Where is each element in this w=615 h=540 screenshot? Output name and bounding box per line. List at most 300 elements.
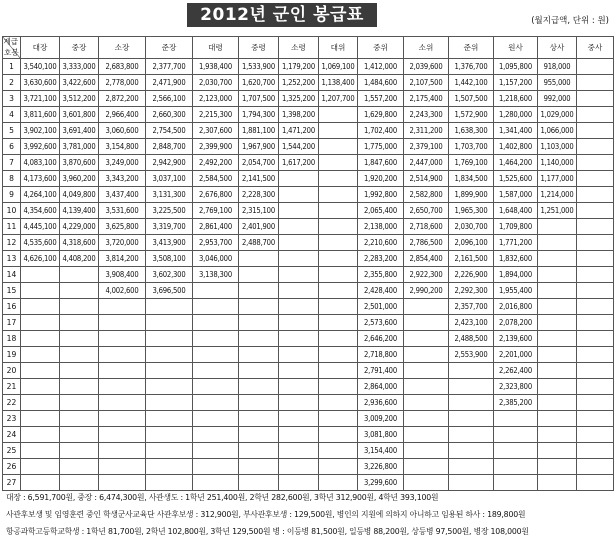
salary-cell: 1,899,900: [449, 187, 494, 203]
salary-cell: 2,514,900: [404, 171, 449, 187]
salary-cell: [60, 283, 99, 299]
salary-cell: 3,720,000: [99, 235, 146, 251]
salary-cell: [319, 203, 358, 219]
salary-cell: 2,262,400: [494, 363, 538, 379]
salary-cell: [99, 331, 146, 347]
salary-cell: 1,066,000: [538, 123, 577, 139]
salary-cell: [404, 299, 449, 315]
step-cell: 1: [3, 59, 21, 75]
table-row: [3, 459, 614, 475]
salary-cell: [239, 379, 279, 395]
salary-cell: [99, 315, 146, 331]
table-row: [3, 379, 614, 395]
salary-cell: 2,990,200: [404, 283, 449, 299]
salary-cell: 3,046,000: [193, 251, 239, 267]
salary-cell: [538, 427, 577, 443]
salary-cell: 2,584,500: [193, 171, 239, 187]
salary-cell: 2,953,700: [193, 235, 239, 251]
salary-cell: 1,881,100: [239, 123, 279, 139]
salary-cell: [279, 171, 319, 187]
salary-cell: 4,626,100: [21, 251, 60, 267]
salary-cell: 3,601,800: [60, 107, 99, 123]
salary-cell: 1,251,000: [538, 203, 577, 219]
step-cell: 9: [3, 187, 21, 203]
salary-cell: 3,908,400: [99, 267, 146, 283]
salary-cell: 3,508,100: [146, 251, 193, 267]
salary-cell: 2,323,800: [494, 379, 538, 395]
salary-cell: [404, 443, 449, 459]
salary-cell: [21, 363, 60, 379]
salary-cell: 2,030,700: [449, 219, 494, 235]
salary-cell: 3,625,800: [99, 219, 146, 235]
salary-cell: 2,243,300: [404, 107, 449, 123]
salary-cell: 1,069,100: [319, 59, 358, 75]
salary-cell: [193, 283, 239, 299]
salary-cell: [538, 267, 577, 283]
salary-cell: [239, 363, 279, 379]
salary-cell: 2,861,400: [193, 219, 239, 235]
salary-cell: [404, 363, 449, 379]
salary-cell: 1,029,000: [538, 107, 577, 123]
salary-cell: [538, 315, 577, 331]
salary-cell: 1,157,200: [494, 75, 538, 91]
salary-cell: 3,009,200: [358, 411, 404, 427]
step-cell: 16: [3, 299, 21, 315]
salary-cell: 2,123,000: [193, 91, 239, 107]
salary-cell: 4,408,200: [60, 251, 99, 267]
salary-cell: [60, 267, 99, 283]
salary-cell: 2,283,200: [358, 251, 404, 267]
salary-cell: 1,834,500: [449, 171, 494, 187]
salary-cell: [279, 299, 319, 315]
rank-header: 소령: [279, 37, 319, 59]
salary-cell: [279, 395, 319, 411]
salary-cell: 4,264,100: [21, 187, 60, 203]
salary-cell: [60, 395, 99, 411]
salary-cell: 2,447,000: [404, 155, 449, 171]
salary-cell: [239, 315, 279, 331]
step-cell: 21: [3, 379, 21, 395]
salary-cell: 1,179,200: [279, 59, 319, 75]
salary-cell: 2,138,000: [358, 219, 404, 235]
step-cell: 4: [3, 107, 21, 123]
salary-cell: [319, 123, 358, 139]
salary-cell: 3,781,000: [60, 139, 99, 155]
salary-cell: [449, 443, 494, 459]
salary-cell: 4,173,600: [21, 171, 60, 187]
step-cell: 5: [3, 123, 21, 139]
salary-cell: [577, 299, 614, 315]
rank-header: 중사: [577, 37, 614, 59]
salary-cell: 1,140,000: [538, 155, 577, 171]
step-cell: 24: [3, 427, 21, 443]
table-body: [3, 59, 614, 491]
salary-cell: [193, 411, 239, 427]
table-row: [3, 395, 614, 411]
salary-cell: [538, 395, 577, 411]
salary-cell: 2,566,100: [146, 91, 193, 107]
salary-cell: 3,512,200: [60, 91, 99, 107]
salary-cell: [193, 315, 239, 331]
salary-cell: [60, 427, 99, 443]
salary-cell: 1,920,200: [358, 171, 404, 187]
salary-cell: 1,341,400: [494, 123, 538, 139]
salary-cell: [577, 443, 614, 459]
salary-cell: 1,775,000: [358, 139, 404, 155]
step-cell: 20: [3, 363, 21, 379]
salary-table: [2, 36, 614, 491]
salary-cell: 2,660,300: [146, 107, 193, 123]
rank-header: 원사: [494, 37, 538, 59]
salary-cell: 2,357,700: [449, 299, 494, 315]
table-row: [3, 315, 614, 331]
salary-cell: 3,299,600: [358, 475, 404, 491]
salary-cell: 1,398,200: [279, 107, 319, 123]
salary-cell: 3,540,100: [21, 59, 60, 75]
salary-cell: 1,894,000: [494, 267, 538, 283]
salary-cell: [538, 299, 577, 315]
corner-step-label: 호봉: [4, 48, 19, 57]
salary-cell: 2,966,400: [99, 107, 146, 123]
salary-cell: [21, 459, 60, 475]
table-row: [3, 347, 614, 363]
salary-cell: [319, 219, 358, 235]
step-cell: 23: [3, 411, 21, 427]
page-title: 2012년 군인 봉급표: [187, 3, 377, 27]
table-row: [3, 123, 614, 139]
step-cell: 6: [3, 139, 21, 155]
salary-cell: 2,488,500: [449, 331, 494, 347]
salary-cell: 4,139,400: [60, 203, 99, 219]
salary-cell: [146, 331, 193, 347]
salary-cell: [577, 411, 614, 427]
salary-cell: 2,786,500: [404, 235, 449, 251]
salary-cell: [577, 219, 614, 235]
step-cell: 18: [3, 331, 21, 347]
salary-cell: [21, 315, 60, 331]
salary-cell: 1,252,200: [279, 75, 319, 91]
salary-cell: 2,428,400: [358, 283, 404, 299]
salary-cell: 2,201,000: [494, 347, 538, 363]
salary-cell: [319, 171, 358, 187]
salary-cell: 1,703,700: [449, 139, 494, 155]
salary-cell: 955,000: [538, 75, 577, 91]
salary-cell: 2,936,600: [358, 395, 404, 411]
salary-cell: [99, 395, 146, 411]
salary-cell: [193, 395, 239, 411]
salary-cell: 4,083,100: [21, 155, 60, 171]
salary-cell: [193, 331, 239, 347]
salary-cell: [21, 331, 60, 347]
rank-header: 준장: [146, 37, 193, 59]
salary-cell: [449, 411, 494, 427]
step-cell: 25: [3, 443, 21, 459]
step-cell: 19: [3, 347, 21, 363]
salary-cell: [193, 299, 239, 315]
salary-cell: [279, 235, 319, 251]
salary-cell: [319, 363, 358, 379]
salary-cell: 1,847,600: [358, 155, 404, 171]
salary-cell: 3,333,000: [60, 59, 99, 75]
salary-cell: [538, 411, 577, 427]
salary-cell: [239, 267, 279, 283]
salary-cell: [146, 299, 193, 315]
salary-cell: [21, 427, 60, 443]
rank-header: 대령: [193, 37, 239, 59]
step-cell: 14: [3, 267, 21, 283]
salary-cell: [404, 347, 449, 363]
salary-cell: 2,030,700: [193, 75, 239, 91]
salary-cell: [279, 219, 319, 235]
salary-cell: [279, 283, 319, 299]
salary-cell: 2,718,800: [358, 347, 404, 363]
salary-cell: 2,175,400: [404, 91, 449, 107]
salary-cell: [279, 443, 319, 459]
salary-cell: [239, 331, 279, 347]
salary-cell: [99, 347, 146, 363]
salary-cell: 2,864,000: [358, 379, 404, 395]
salary-cell: 1,965,300: [449, 203, 494, 219]
salary-cell: [239, 347, 279, 363]
salary-cell: [577, 187, 614, 203]
salary-cell: [404, 411, 449, 427]
salary-cell: 3,531,600: [99, 203, 146, 219]
salary-cell: 3,037,100: [146, 171, 193, 187]
salary-cell: 2,215,300: [193, 107, 239, 123]
salary-cell: 1,938,400: [193, 59, 239, 75]
salary-cell: 1,484,600: [358, 75, 404, 91]
salary-cell: [193, 427, 239, 443]
salary-cell: [239, 459, 279, 475]
salary-cell: 1,402,800: [494, 139, 538, 155]
table-row: [3, 267, 614, 283]
salary-cell: 1,967,900: [239, 139, 279, 155]
salary-cell: [146, 347, 193, 363]
salary-cell: 1,794,300: [239, 107, 279, 123]
salary-cell: 3,870,600: [60, 155, 99, 171]
salary-cell: [577, 251, 614, 267]
salary-cell: [60, 347, 99, 363]
salary-cell: 1,771,200: [494, 235, 538, 251]
salary-cell: 1,572,900: [449, 107, 494, 123]
table-row: [3, 299, 614, 315]
salary-cell: 1,709,800: [494, 219, 538, 235]
footnote-line: 대장 : 6,591,700원, 중장 : 6,474,300원, 사관생도 : 1학년 251,400원, 2학년 282,600원, 3학년 312,900원, 4학년 393,100원: [6, 493, 439, 502]
salary-cell: [21, 283, 60, 299]
salary-cell: 1,955,400: [494, 283, 538, 299]
salary-cell: [146, 427, 193, 443]
salary-cell: [577, 315, 614, 331]
salary-cell: 1,214,000: [538, 187, 577, 203]
salary-cell: [60, 379, 99, 395]
salary-cell: [404, 331, 449, 347]
salary-cell: [279, 315, 319, 331]
salary-cell: [538, 235, 577, 251]
salary-cell: 2,471,900: [146, 75, 193, 91]
salary-cell: 2,399,900: [193, 139, 239, 155]
salary-cell: 1,832,600: [494, 251, 538, 267]
step-cell: 2: [3, 75, 21, 91]
salary-cell: [449, 379, 494, 395]
salary-cell: [577, 235, 614, 251]
salary-cell: [577, 107, 614, 123]
table-row: [3, 203, 614, 219]
salary-cell: 2,039,600: [404, 59, 449, 75]
salary-cell: 4,318,600: [60, 235, 99, 251]
rank-header: 대장: [21, 37, 60, 59]
salary-cell: 1,525,600: [494, 171, 538, 187]
salary-cell: 1,638,300: [449, 123, 494, 139]
salary-cell: 2,065,400: [358, 203, 404, 219]
salary-cell: [404, 459, 449, 475]
salary-cell: [404, 315, 449, 331]
salary-cell: 3,630,600: [21, 75, 60, 91]
salary-cell: 2,377,700: [146, 59, 193, 75]
salary-cell: [319, 235, 358, 251]
rank-header: 소장: [99, 37, 146, 59]
step-cell: 8: [3, 171, 21, 187]
salary-cell: [577, 459, 614, 475]
salary-cell: 4,445,100: [21, 219, 60, 235]
salary-cell: 3,696,500: [146, 283, 193, 299]
salary-cell: [193, 443, 239, 459]
salary-cell: [146, 315, 193, 331]
salary-cell: [239, 395, 279, 411]
salary-cell: [449, 427, 494, 443]
salary-cell: 2,355,800: [358, 267, 404, 283]
salary-cell: [21, 379, 60, 395]
salary-cell: [319, 267, 358, 283]
table-row: [3, 171, 614, 187]
salary-cell: [577, 331, 614, 347]
salary-cell: [319, 187, 358, 203]
salary-cell: 2,307,600: [193, 123, 239, 139]
salary-cell: [239, 443, 279, 459]
salary-cell: 2,292,300: [449, 283, 494, 299]
salary-cell: 1,533,900: [239, 59, 279, 75]
footnote-line: 사관후보생 및 임영훈련 중인 학생군사교육단 사관후보생 : 312,900원, 부사관후보생 : 129,500원, 병인의 지원에 의하지 아니하고 임용된 하사 : 189,800원: [6, 510, 526, 519]
salary-cell: [279, 347, 319, 363]
salary-cell: [193, 379, 239, 395]
step-cell: 26: [3, 459, 21, 475]
salary-cell: 1,280,000: [494, 107, 538, 123]
salary-cell: 2,311,200: [404, 123, 449, 139]
salary-cell: 1,629,800: [358, 107, 404, 123]
salary-cell: 3,225,500: [146, 203, 193, 219]
salary-cell: 2,488,700: [239, 235, 279, 251]
salary-cell: 1,442,100: [449, 75, 494, 91]
salary-cell: [577, 59, 614, 75]
salary-cell: [60, 411, 99, 427]
salary-cell: [279, 331, 319, 347]
salary-cell: 2,210,600: [358, 235, 404, 251]
salary-cell: [279, 459, 319, 475]
salary-cell: [21, 347, 60, 363]
table-row: [3, 107, 614, 123]
salary-cell: [319, 139, 358, 155]
salary-cell: [319, 395, 358, 411]
step-cell: 22: [3, 395, 21, 411]
salary-cell: [494, 411, 538, 427]
step-cell: 10: [3, 203, 21, 219]
salary-cell: 2,501,000: [358, 299, 404, 315]
salary-cell: 2,161,500: [449, 251, 494, 267]
salary-cell: 1,103,000: [538, 139, 577, 155]
salary-cell: [239, 283, 279, 299]
salary-cell: [577, 91, 614, 107]
table-row: [3, 91, 614, 107]
salary-cell: [538, 251, 577, 267]
salary-cell: [239, 251, 279, 267]
step-cell: 3: [3, 91, 21, 107]
salary-cell: [404, 395, 449, 411]
salary-cell: 3,319,700: [146, 219, 193, 235]
salary-cell: [538, 331, 577, 347]
salary-cell: 3,060,600: [99, 123, 146, 139]
salary-cell: [279, 427, 319, 443]
salary-cell: 2,228,300: [239, 187, 279, 203]
salary-cell: 1,412,000: [358, 59, 404, 75]
salary-cell: [577, 123, 614, 139]
salary-cell: [319, 443, 358, 459]
rank-header: 상사: [538, 37, 577, 59]
salary-cell: [577, 139, 614, 155]
salary-cell: [99, 379, 146, 395]
salary-cell: [279, 203, 319, 219]
salary-cell: 1,769,100: [449, 155, 494, 171]
salary-cell: [99, 459, 146, 475]
salary-cell: 1,464,200: [494, 155, 538, 171]
step-cell: 13: [3, 251, 21, 267]
salary-cell: [60, 315, 99, 331]
footnote-line: 항공과학고등학교학생 : 1학년 81,700원, 2학년 102,800원, 3학년 129,500원 병 : 이등병 81,500원, 일등병 88,200원, 상등병 97,500원, 병장 108,000원: [6, 527, 529, 536]
salary-cell: 1,376,700: [449, 59, 494, 75]
salary-cell: 1,557,200: [358, 91, 404, 107]
salary-cell: 2,718,600: [404, 219, 449, 235]
salary-cell: [21, 395, 60, 411]
table-row: [3, 187, 614, 203]
salary-cell: 2,096,100: [449, 235, 494, 251]
salary-cell: [319, 331, 358, 347]
salary-cell: 3,902,100: [21, 123, 60, 139]
salary-cell: 2,139,600: [494, 331, 538, 347]
salary-cell: 2,553,900: [449, 347, 494, 363]
salary-cell: 3,154,400: [358, 443, 404, 459]
salary-cell: 2,573,600: [358, 315, 404, 331]
salary-cell: 3,138,300: [193, 267, 239, 283]
step-cell: 11: [3, 219, 21, 235]
step-cell: 15: [3, 283, 21, 299]
salary-cell: 3,413,900: [146, 235, 193, 251]
salary-cell: 2,054,700: [239, 155, 279, 171]
salary-cell: [404, 379, 449, 395]
salary-cell: [577, 427, 614, 443]
salary-cell: 2,754,500: [146, 123, 193, 139]
salary-cell: [60, 443, 99, 459]
salary-cell: [60, 331, 99, 347]
salary-cell: [538, 363, 577, 379]
salary-cell: 1,138,400: [319, 75, 358, 91]
salary-cell: 2,423,100: [449, 315, 494, 331]
header: [0, 0, 615, 30]
salary-cell: [319, 315, 358, 331]
salary-cell: 2,401,900: [239, 219, 279, 235]
table-row: [3, 155, 614, 171]
salary-cell: [99, 427, 146, 443]
salary-cell: 3,154,800: [99, 139, 146, 155]
table-row: [3, 139, 614, 155]
salary-cell: [279, 251, 319, 267]
